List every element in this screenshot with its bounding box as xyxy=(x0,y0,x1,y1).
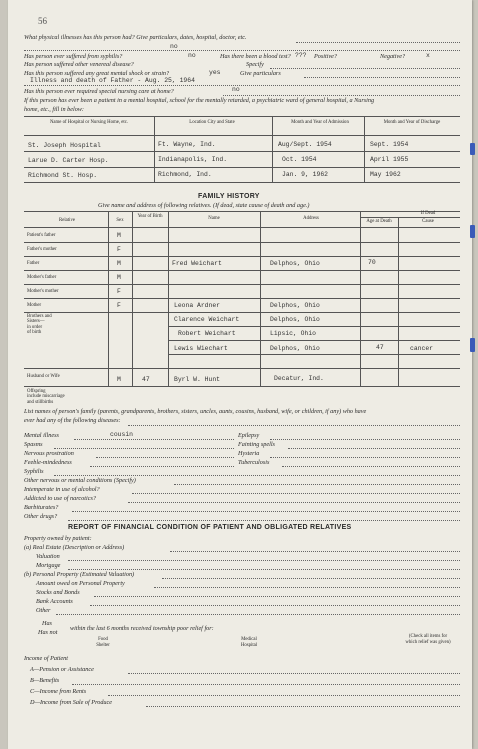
q-specify: Specify xyxy=(246,61,264,68)
disease-label: Mental illness xyxy=(24,432,59,439)
binder-tab-marker xyxy=(470,143,475,155)
family-header-cause: Cause xyxy=(422,219,434,224)
disease-label: Nervous prostration xyxy=(24,450,74,457)
siblings-label: Brothers and Sisters— in order of birth xyxy=(27,314,52,336)
hospital-row-2-location: Indianapolis, Ind. xyxy=(158,156,228,163)
has-not-label: Has not xyxy=(38,629,58,636)
hospital-row-3-discharge: May 1962 xyxy=(370,171,401,178)
q-positive: Positive? xyxy=(314,53,338,60)
family-header-relative: Relative xyxy=(59,218,75,223)
family-header-age: Age at Death xyxy=(366,219,392,224)
disease-label: Syphilis xyxy=(24,468,44,475)
relief-check-note: (Check all items for which relief was given) xyxy=(405,634,451,645)
income-item: A—Pension or Assistance xyxy=(30,666,94,673)
relative-sex: M xyxy=(117,232,121,239)
answer-line xyxy=(304,77,460,78)
disease-value: cousin xyxy=(110,431,134,438)
hospital-header-name: Name of Hospital or Nursing Home, etc. xyxy=(49,120,129,125)
hospital-row-3-admission: Jan. 9, 1962 xyxy=(282,171,329,178)
sibling-age-at-death: 47 xyxy=(376,344,384,351)
a-physical-illness: no xyxy=(170,43,178,50)
sibling-cause: cancer xyxy=(410,345,434,352)
hospital-header-discharge: Month and Year of Discharge xyxy=(383,120,441,125)
relative-sex: F xyxy=(117,288,121,295)
q-patient-line2: home, etc., fill in below: xyxy=(24,106,84,113)
income-label: Income of Patient xyxy=(24,655,68,662)
disease-label: Barbiturates? xyxy=(24,504,59,511)
q-physical-illness: What physical illnesses has this person had? Give particulars, dates, hospital, doctor, etc. xyxy=(24,34,247,41)
family-header-sex: Sex xyxy=(116,218,124,223)
answer-line xyxy=(270,68,460,69)
relative-label: Father's mother xyxy=(27,247,57,252)
offspring-label: Offspring include miscarriage and stillbirths xyxy=(27,389,65,405)
family-history-title: FAMILY HISTORY xyxy=(198,193,260,200)
disease-label: Feeble-mindedness xyxy=(24,459,72,466)
binder-tab-marker xyxy=(470,338,475,352)
q-mental-shock: Has this person suffered any great mental shock or strain? xyxy=(24,70,170,77)
relative-address: Delphos, Ohio xyxy=(270,302,320,309)
relative-age-at-death: 70 xyxy=(368,259,376,266)
sibling-name: Lewis Wiechart xyxy=(174,345,228,352)
a-negative: x xyxy=(426,52,430,59)
relative-label: Mother xyxy=(27,303,42,308)
relative-label: Mother's father xyxy=(27,275,57,280)
disease-label: Tuberculosis xyxy=(238,459,270,466)
spouse-name: Byrl W. Hunt xyxy=(174,376,221,383)
mortgage-label: Mortgage xyxy=(36,562,61,569)
hospital-header-admission: Month and Year of Admission xyxy=(291,120,349,125)
family-header-address: Address xyxy=(303,216,319,221)
disease-label: Other nervous or mental conditions (Specify) xyxy=(24,477,136,484)
relative-label: Father xyxy=(27,261,40,266)
answer-line xyxy=(223,95,460,96)
disease-label: Addicted to use of narcotics? xyxy=(24,495,96,502)
disease-label: Epilepsy xyxy=(238,432,260,439)
hospital-row-2-name: Larue D. Carter Hosp. xyxy=(28,157,109,164)
answer-line xyxy=(24,85,460,86)
spouse-sex: M xyxy=(117,376,121,383)
relative-address: Delphos, Ohio xyxy=(270,260,320,267)
amount-owed-label: Amount owed on Personal Property xyxy=(36,580,125,587)
hospital-header-location: Location City and State xyxy=(189,120,235,125)
stocks-label: Stocks and Bonds xyxy=(36,589,80,596)
diseases-intro-2: ever had any of the following diseases: xyxy=(24,417,121,424)
spouse-year: 47 xyxy=(142,376,150,383)
disease-label: Intemperate in use of alcohol? xyxy=(24,486,100,493)
hospital-row-1-admission: Aug/Sept. 1954 xyxy=(278,141,332,148)
spouse-label: Husband or Wife xyxy=(27,374,60,379)
income-item: C—Income from Rents xyxy=(30,688,87,695)
hospital-row-1-location: Ft. Wayne, Ind. xyxy=(158,141,216,148)
hospital-row-2-discharge: April 1955 xyxy=(370,156,409,163)
answer-line xyxy=(296,42,460,43)
bank-accounts-label: Bank Accounts xyxy=(36,598,73,605)
relative-sex: F xyxy=(117,246,121,253)
relief-label: within the last 6 months received township poor relief for: xyxy=(70,625,214,632)
disease-label: Fainting spells xyxy=(238,441,275,448)
sibling-name: Robert Weichart xyxy=(178,330,236,337)
a-blood-test: ??? xyxy=(295,52,307,59)
has-label: Has xyxy=(42,620,52,627)
a-syphilis: no xyxy=(188,52,196,59)
hospital-row-1-discharge: Sept. 1954 xyxy=(370,141,409,148)
relative-sex: M xyxy=(117,260,121,267)
income-item: B—Benefits xyxy=(30,677,60,684)
personal-property-label: (b) Personal Property (Estimated Valuation) xyxy=(24,571,135,578)
valuation-label: Valuation xyxy=(36,553,60,560)
real-estate-label: (a) Real Estate (Description or Address) xyxy=(24,544,125,551)
disease-label: Spasms xyxy=(24,441,43,448)
relief-medical-hospital: Medical Hospital xyxy=(240,637,258,648)
relative-name: Fred Weichart xyxy=(172,260,222,267)
binder-tab-marker xyxy=(470,225,475,238)
relative-sex: M xyxy=(117,274,121,281)
family-header-if-dead: If Dead xyxy=(420,211,436,216)
property-owned-label: Property owned by patient: xyxy=(24,535,92,542)
diseases-intro-1: List names of person's family (parents, grandparents, brothers, sisters, uncles, aunts, cousins, husband, wife, or children, if any) who have xyxy=(24,408,367,415)
spouse-address: Decatur, Ind. xyxy=(274,375,324,382)
answer-line xyxy=(24,50,460,51)
q-negative: Negative? xyxy=(380,53,406,60)
relative-label: Patient's father xyxy=(27,233,56,238)
hospital-row-1-name: St. Joseph Hospital xyxy=(28,142,101,149)
q-nursing: Has this person ever required special nursing care at home? xyxy=(24,88,174,95)
relative-name: Leona Ardner xyxy=(174,302,221,309)
family-header-year: Year of Birth xyxy=(137,214,163,219)
hospital-row-2-admission: Oct. 1954 xyxy=(282,156,317,163)
q-other-disease: Has person suffered other venereal disease? xyxy=(24,61,134,68)
a-mental-shock: yes xyxy=(209,69,221,76)
a-nursing: no xyxy=(232,86,240,93)
relative-label: Mother's mother xyxy=(27,289,59,294)
form-page xyxy=(8,0,472,749)
disease-label: Other drugs? xyxy=(24,513,58,520)
sibling-address: Delphos, Ohio xyxy=(270,316,320,323)
relative-sex: F xyxy=(117,302,121,309)
income-item: D—Income from Sale of Produce xyxy=(30,699,113,706)
q-syphilis: Has person ever suffered from syphilis? xyxy=(24,53,123,60)
hospital-row-3-location: Richmond, Ind. xyxy=(158,171,212,178)
a-particulars: Illness and death of Father - Aug. 25, 1964 xyxy=(30,77,195,84)
page-number: 56 xyxy=(38,16,47,26)
disease-label: Hysteria xyxy=(238,450,260,457)
hospital-row-3-name: Richmond St. Hosp. xyxy=(28,172,98,179)
q-blood-test: Has there been a blood test? xyxy=(220,53,291,60)
sibling-address: Delphos, Ohio xyxy=(270,345,320,352)
q-patient-line1: If this person has ever been a patient in a mental hospital, school for the mentally retarded, a psychiatric ward of general hospital, a Nursing xyxy=(24,97,375,104)
relief-food-shelter: Food Shelter xyxy=(96,637,110,648)
family-history-instruction: Give name and address of following relatives. (If dead, state cause of death and age.) xyxy=(98,202,310,209)
family-header-name: Name xyxy=(208,216,220,221)
sibling-address: Lipsic, Ohio xyxy=(270,330,317,337)
sibling-name: Clarence Weichart xyxy=(174,316,240,323)
financial-title: REPORT OF FINANCIAL CONDITION OF PATIENT AND OBLIGATED RELATIVES xyxy=(68,524,352,531)
q-particulars: Give particulars xyxy=(240,70,281,77)
other-label: Other xyxy=(36,607,51,614)
